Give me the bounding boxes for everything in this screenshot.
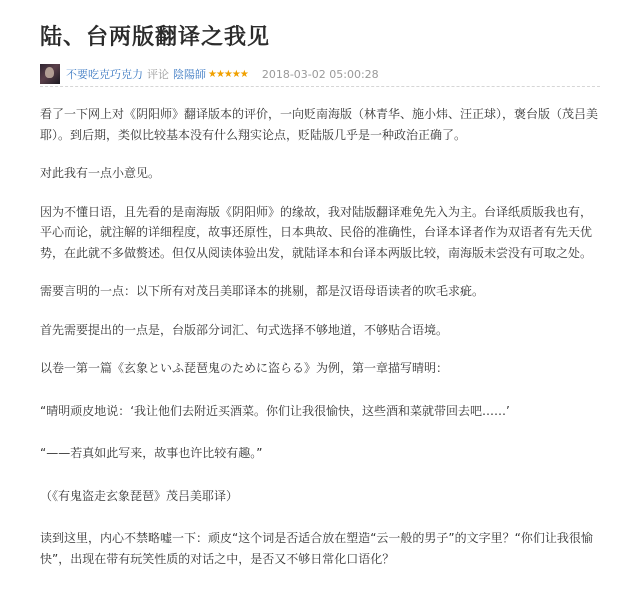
quote-paragraph: “——若真如此写来，故事也许比较有趣。” bbox=[40, 446, 263, 460]
review-body bbox=[40, 104, 602, 587]
paragraph: 因为不懂日语，且先看的是南海版《阴阳师》的缘故，我对陆版翻译难免先入为主。台译纸质版我也有，平心而论，就注解的详细程度，故事还原性，日本典故、民俗的准确性，台译本译者作为双语者有先天优势，在此就不多做赘述。但仅从阅读体验出发，就陆译本和台译本两版比较，南海版未尝没有可取之处。 bbox=[40, 204, 593, 260]
review-meta bbox=[40, 62, 379, 86]
book-link[interactable]: 陰陽師 bbox=[173, 68, 206, 81]
paragraph: 以卷一第一篇《玄象といふ琵琶鬼のために盗らる》为例，第一章描写晴明： bbox=[40, 361, 449, 375]
author-link[interactable]: 不要吃克巧克力 bbox=[66, 68, 143, 81]
article-title: 陆、台两版翻译之我见 bbox=[40, 25, 271, 50]
avatar[interactable] bbox=[40, 64, 60, 84]
meta-divider bbox=[40, 86, 600, 87]
rating-stars: ★★★★★ bbox=[208, 68, 248, 80]
paragraph: 需要言明的一点：以下所有对茂吕美耶译本的挑剔，都是汉语母语读者的吹毛求疵。 bbox=[40, 284, 485, 298]
quote-paragraph: “晴明顽皮地说：‘我让他们去附近买酒菜。你们让我很愉快，这些酒和菜就带回去吧……’ bbox=[40, 403, 510, 418]
paragraph: 对此我有一点小意见。 bbox=[40, 166, 161, 180]
citation: （《有鬼盗走玄象琵琶》茂吕美耶译） bbox=[40, 488, 239, 503]
paragraph: 读到这里，内心不禁略嘘一下：顽皮“这个词是否适合放在塑造“云一般的男子”的文字里？“你们让我很愉快”，出现在带有玩笑性质的对话之中，是否又不够日常化口语化？ bbox=[40, 531, 593, 566]
timestamp: 2018-03-02 05:00:28 bbox=[261, 67, 379, 81]
paragraph: 看了一下网上对《阴阳师》翻译版本的评价，一向贬南海版（林青华、施小炜、汪正球），褒台版（茂吕美耶）。到后期，类似比较基本没有什么翔实论点，贬陆版几乎是一种政治正确了。 bbox=[40, 107, 599, 142]
paragraph: 首先需要提出的一点是，台版部分词汇、句式选择不够地道，不够贴合语境。 bbox=[40, 322, 449, 337]
review-verb-label: 评论 bbox=[147, 68, 169, 81]
